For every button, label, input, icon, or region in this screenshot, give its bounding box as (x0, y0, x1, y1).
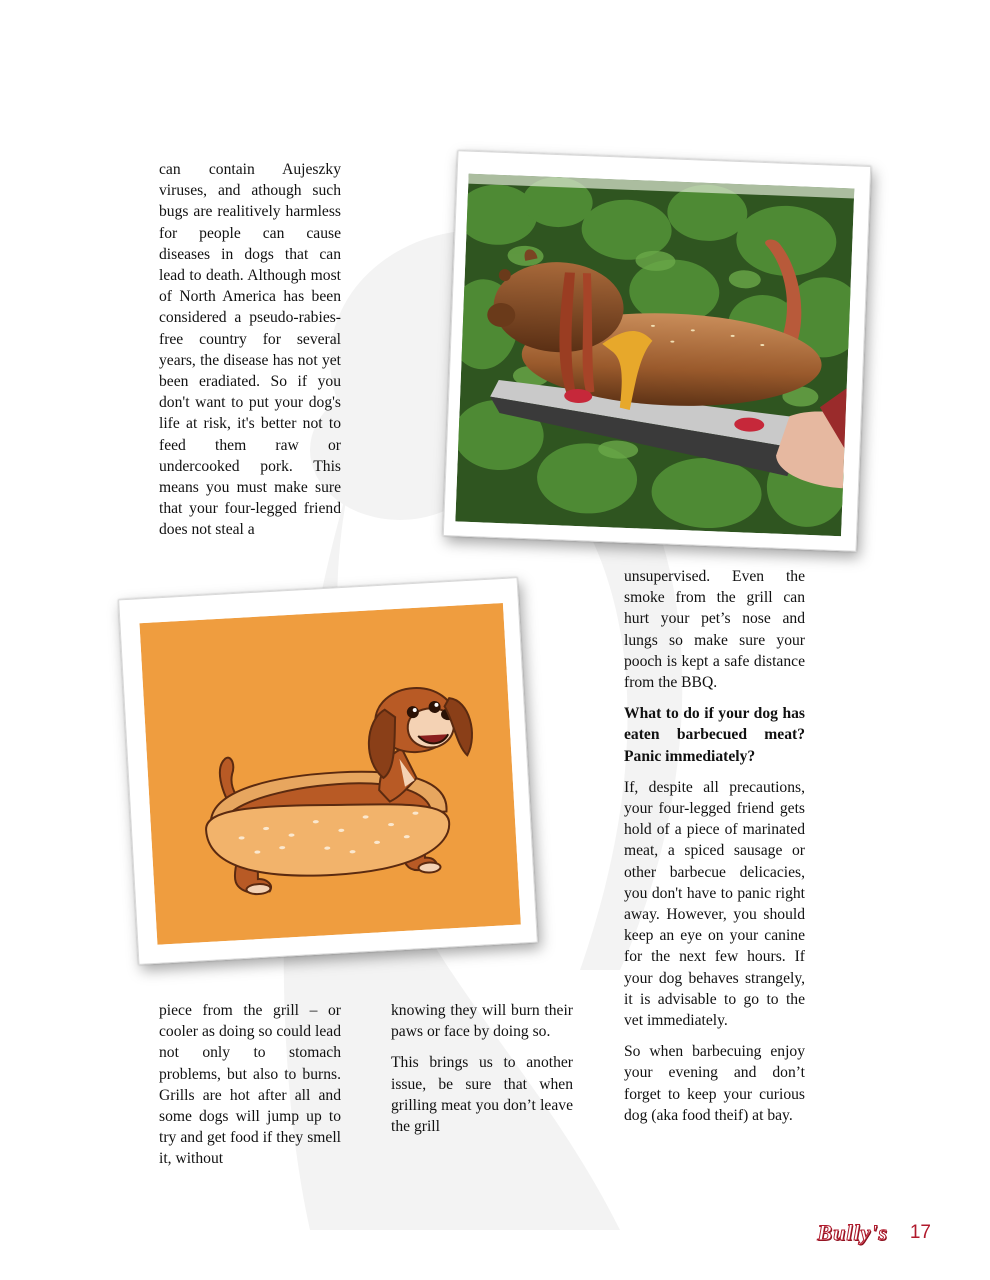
body-paragraph: knowing they will burn their paws or face by doing so. (391, 1002, 573, 1041)
hotdog-bread-image (455, 174, 854, 537)
article-column-1-bottom (159, 1000, 341, 1170)
cartoon-hotdog-image (139, 603, 520, 945)
body-paragraph: So when barbecuing enjoy your evening and don’t forget to keep your curious dog (aka food theif) at bay. (624, 1043, 805, 1124)
body-paragraph: piece from the grill – or cooler as doing so could lead not only to stomach problems, but also to burns. Grills are hot after all and some dogs will jump up to try and get food if they smell it, without (159, 1002, 341, 1168)
photo-hotdog-bread-dog (443, 150, 872, 552)
magazine-logo: Bully's (817, 1220, 888, 1245)
article-column-3 (624, 566, 805, 1126)
body-paragraph: If, despite all precautions, your four-legged friend gets hold of a piece of marinated meat, a spiced sausage or other barbecue delicacies, you don't have to panic right away. However, you should keep an eye on your canine for the next few hours. If your dog behaves strangely, it is advisable to go to the vet immediately. (624, 778, 805, 1030)
section-heading: What to do if your dog has eaten barbecued meat? Panic immediately? (624, 705, 805, 765)
body-paragraph: can contain Aujeszky viruses, and athough such bugs are realitively harmless for people can cause diseases in dogs that can lead to death. Although most of North America has been considered a pseudo-rabies-free country for several years, the disease has not yet been eradiated. So if you don't want to put your dog's life at risk, it's better not to feed them raw or undercooked pork. This means you must make sure that your four-legged friend does not steal a (159, 161, 341, 539)
article-column-1-top (159, 159, 341, 541)
body-paragraph: unsupervised. Even the smoke from the grill can hurt your pet’s nose and lungs so make sure your pooch is kept a safe distance from the BBQ. (624, 568, 805, 692)
article-column-2-bottom (391, 1000, 573, 1137)
body-paragraph: This brings us to another issue, be sure that when grilling meat you don’t leave the grill (391, 1054, 573, 1136)
page-number: 17 (909, 1222, 931, 1243)
photo-cartoon-hotdog-dachshund (118, 577, 538, 965)
